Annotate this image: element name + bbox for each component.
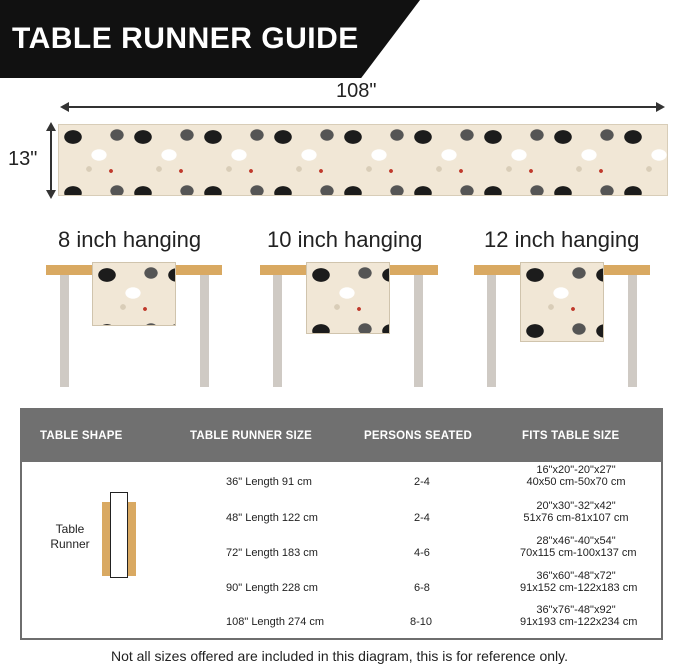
row-size: 108" Length 274 cm: [226, 616, 325, 628]
row-persons: 8-10: [410, 616, 433, 628]
row-fits-cm: 51x76 cm-81x107 cm: [523, 512, 629, 524]
footer-note: Not all sizes offered are included in this diagram, this is for reference only.: [110, 648, 569, 664]
arrow-right-icon: [656, 102, 665, 112]
header-fits-table-size: FITS TABLE SIZE: [522, 430, 620, 442]
row-fits-in: 28"x46"-40"x54": [536, 535, 616, 547]
header-persons-seated: PERSONS SEATED: [364, 430, 473, 442]
hanging-runner-8: [92, 262, 176, 326]
table-leg: [628, 275, 637, 387]
table-header-row: [20, 408, 663, 462]
row-persons: 6-8: [414, 582, 430, 594]
table-leg: [273, 275, 282, 387]
runner-pattern-strip: [58, 124, 668, 196]
size-table: [20, 408, 663, 640]
length-dimension-line: [66, 106, 658, 108]
hanging-label-10: 10 inch hanging: [267, 227, 423, 252]
row-fits-in: 16"x20"-20"x27": [536, 464, 616, 476]
row-persons: 2-4: [414, 512, 430, 524]
row-fits-cm: 70x115 cm-100x137 cm: [520, 547, 637, 559]
table-shape-label: Table Runner: [50, 522, 90, 551]
row-fits-in: 36"x76"-48"x92": [536, 604, 616, 616]
table-leg: [487, 275, 496, 387]
row-size: 90" Length 228 cm: [226, 582, 318, 594]
row-fits-cm: 91x152 cm-122x183 cm: [520, 582, 638, 594]
hanging-label-8: 8 inch hanging: [58, 227, 202, 252]
row-fits-in: 20"x30"-32"x42": [536, 500, 616, 512]
length-dimension-label: 108": [336, 80, 377, 102]
hanging-runner-10: [306, 262, 390, 334]
row-size: 36" Length 91 cm: [226, 476, 312, 488]
arrow-left-icon: [60, 102, 69, 112]
row-persons: 4-6: [414, 547, 430, 559]
row-persons: 2-4: [414, 476, 430, 488]
header-table-shape: TABLE SHAPE: [40, 430, 123, 442]
header-runner-size: TABLE RUNNER SIZE: [190, 430, 313, 442]
width-dimension-line: [50, 128, 52, 192]
hanging-runner-12: [520, 262, 604, 342]
row-fits-cm: 91x193 cm-122x234 cm: [520, 616, 638, 628]
mini-runner-icon: [110, 492, 128, 578]
row-size: 72" Length 183 cm: [226, 547, 318, 559]
width-dimension-label: 13": [8, 148, 38, 170]
arrow-up-icon: [46, 122, 56, 131]
table-leg: [200, 275, 209, 387]
hanging-label-12: 12 inch hanging: [484, 227, 640, 252]
page-title: TABLE RUNNER GUIDE: [12, 22, 359, 55]
row-size: 48" Length 122 cm: [226, 512, 318, 524]
row-fits-cm: 40x50 cm-50x70 cm: [526, 476, 626, 488]
row-fits-in: 36"x60"-48"x72": [536, 570, 616, 582]
table-leg: [414, 275, 423, 387]
table-leg: [60, 275, 69, 387]
arrow-down-icon: [46, 190, 56, 199]
